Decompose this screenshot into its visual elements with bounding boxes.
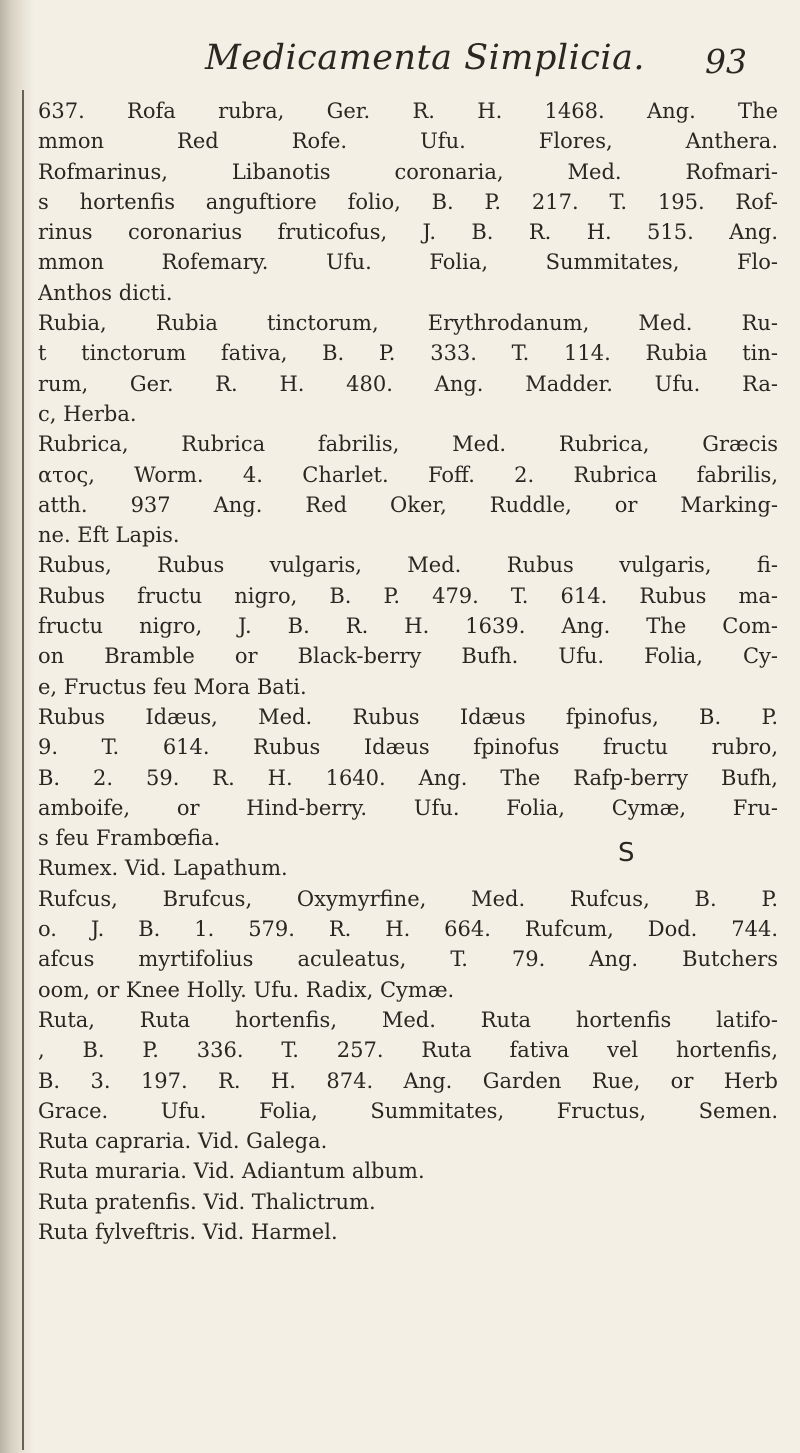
catchword: S <box>618 838 635 868</box>
entries-column <box>38 96 778 1247</box>
text-line: 9. T. 614. Rubus Idæus fpinofus fructu rubro, <box>38 735 778 760</box>
running-title: Medicamenta Simplicia. <box>205 38 646 78</box>
text-line: Rubia, Rubia tinctorum, Erythrodanum, Med. Ru- <box>38 311 778 336</box>
text-line: e, Fructus feu Mora Bati. <box>38 674 307 699</box>
text-line: ne. Eft Lapis. <box>38 523 180 548</box>
text-line: Ruta fylveftris. Vid. Harmel. <box>38 1219 338 1244</box>
text-line: Rofmarinus, Libanotis coronaria, Med. Rofmari- <box>38 159 778 184</box>
text-line: Rubus Idæus, Med. Rubus Idæus fpinofus, B. P. <box>38 704 778 729</box>
text-line: ατος, Worm. 4. Charlet. Foff. 2. Rubrica fabrilis, <box>38 462 778 487</box>
text-line: B. 2. 59. R. H. 1640. Ang. The Rafp-berry Bufh, <box>38 765 778 790</box>
text-line: , B. P. 336. T. 257. Ruta fativa vel hortenfis, <box>38 1038 778 1063</box>
text-line: Ruta capraria. Vid. Galega. <box>38 1129 328 1154</box>
text-line: mmon Red Rofe. Ufu. Flores, Anthera. <box>38 129 778 154</box>
text-line: c, Herba. <box>38 401 137 426</box>
text-line: Ruta, Ruta hortenfis, Med. Ruta hortenfis latifo- <box>38 1007 778 1032</box>
text-line: Anthos dicti. <box>38 280 173 305</box>
text-line: oom, or Knee Holly. Ufu. Radix, Cymæ. <box>38 977 455 1002</box>
text-line: s hortenfis anguftiore folio, B. P. 217. T. 195. Rof- <box>38 189 778 214</box>
text-line: Rufcus, Brufcus, Oxymyrfine, Med. Rufcus, B. P. <box>38 886 778 911</box>
text-line: Rubus, Rubus vulgaris, Med. Rubus vulgaris, fi- <box>38 553 778 578</box>
text-line: Rumex. Vid. Lapathum. <box>38 856 288 881</box>
text-line: Rubrica, Rubrica fabrilis, Med. Rubrica, Græcis <box>38 432 778 457</box>
text-line: Ruta pratenfis. Vid. Thalictrum. <box>38 1189 376 1214</box>
text-line: rum, Ger. R. H. 480. Ang. Madder. Ufu. Ra- <box>38 371 778 396</box>
text-line: t tinctorum fativa, B. P. 333. T. 114. Rubia tin- <box>38 341 778 366</box>
text-line: Ruta muraria. Vid. Adiantum album. <box>38 1159 425 1184</box>
text-line: mmon Rofemary. Ufu. Folia, Summitates, Flo- <box>38 250 778 275</box>
text-line: B. 3. 197. R. H. 874. Ang. Garden Rue, or Herb <box>38 1068 778 1093</box>
text-line: 637. Rofa rubra, Ger. R. H. 1468. Ang. The <box>38 99 778 123</box>
text-line: rinus coronarius fruticofus, J. B. R. H. 515. Ang. <box>38 220 778 245</box>
text-line: atth. 937 Ang. Red Oker, Ruddle, or Marking- <box>38 492 778 517</box>
text-line: s feu Frambœfia. <box>38 826 221 851</box>
page-edge-line <box>22 90 24 1450</box>
book-gutter <box>0 0 34 1453</box>
text-line: o. J. B. 1. 579. R. H. 664. Rufcum, Dod. 744. <box>38 917 778 942</box>
text-line: on Bramble or Black-berry Bufh. Ufu. Folia, Cy- <box>38 644 778 669</box>
text-line: Grace. Ufu. Folia, Summitates, Fructus, Semen. <box>38 1098 778 1123</box>
text-line: fructu nigro, J. B. R. H. 1639. Ang. The Com- <box>38 614 778 639</box>
text-line: amboife, or Hind-berry. Ufu. Folia, Cymæ, Fru- <box>38 795 778 820</box>
page-number: 93 <box>705 42 747 81</box>
page-header <box>0 38 800 86</box>
text-line: Rubus fructu nigro, B. P. 479. T. 614. Rubus ma- <box>38 583 778 608</box>
text-line: afcus myrtifolius aculeatus, T. 79. Ang. Butchers <box>38 947 778 972</box>
